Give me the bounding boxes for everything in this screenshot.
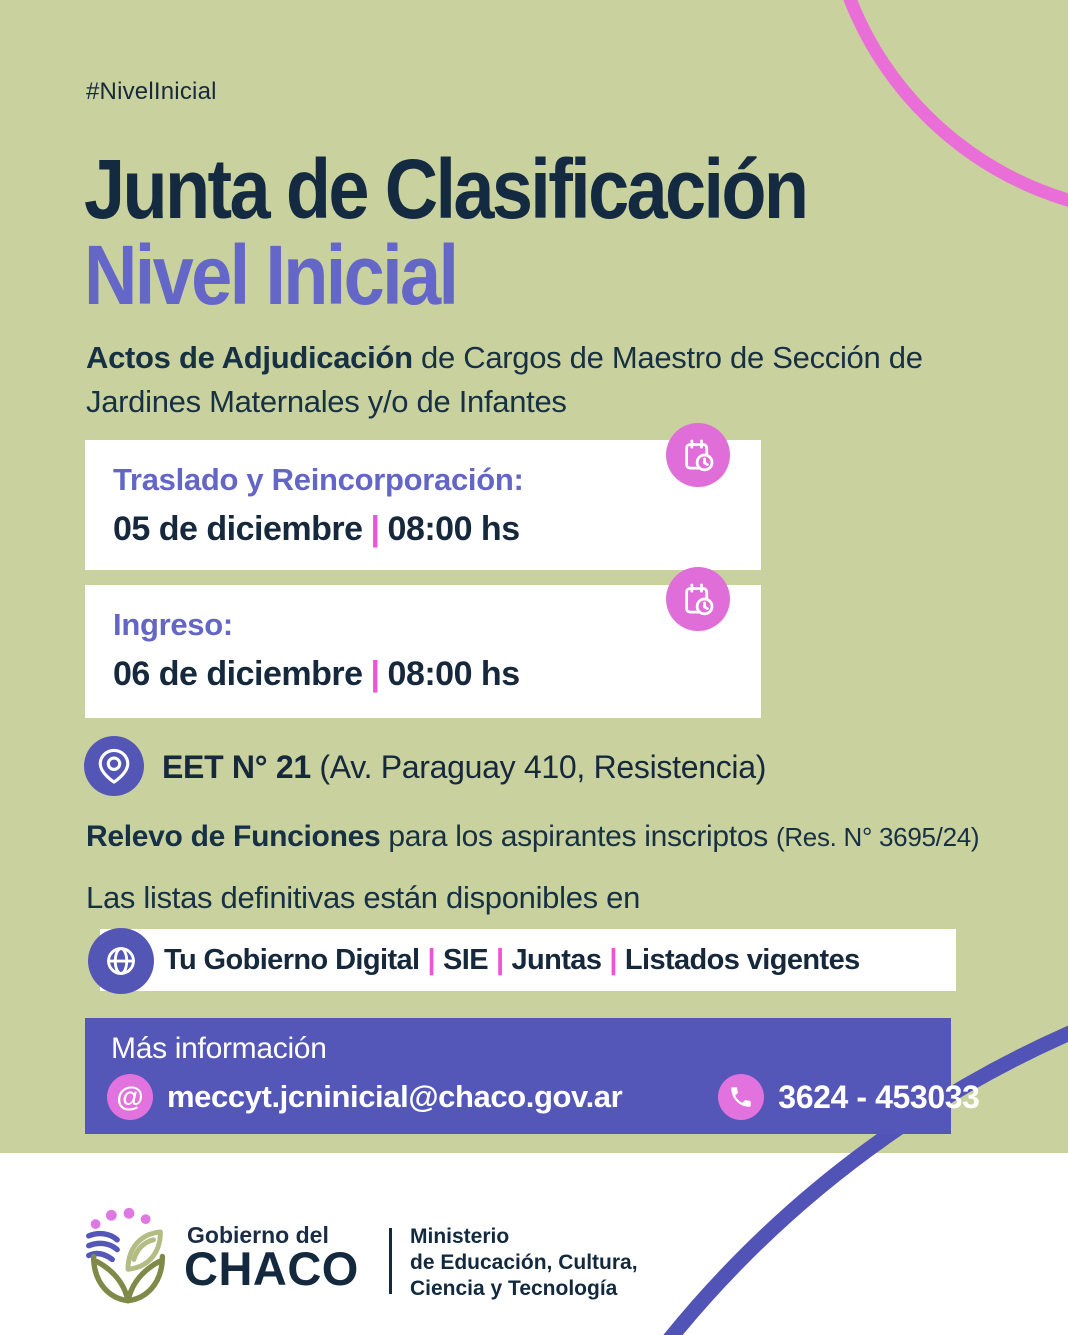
contact-heading: Más información [111,1032,327,1065]
ministry-line: Ministerio [410,1225,510,1248]
map-pin-icon [84,736,144,796]
event-date: 05 de diciembre [113,510,363,548]
separator-pipe: | [495,943,504,976]
event-card-traslado [85,440,761,570]
location-name: EET N° 21 [162,749,311,785]
event-label: Traslado y Reincorporación: [113,462,524,497]
ministry-line: de Educación, Cultura, [410,1251,638,1274]
ministry-line: Ciencia y Tecnología [410,1277,618,1300]
page-title [84,142,905,322]
phone-icon [718,1074,764,1120]
portal-item: SIE [443,943,488,976]
relevo-bold: Relevo de Funciones [86,820,381,853]
chaco-government-logo [74,1196,182,1316]
chaco-wordmark: CHACO [184,1242,359,1295]
portal-bar [100,929,956,991]
portal-item: Listados vigentes [624,943,860,976]
intro-paragraph [86,336,926,424]
event-time: 08:00 hs [387,655,520,693]
event-datetime [113,655,520,694]
intro-rest: de Cargos de Maestro de Sección de Jardines Maternales y/o de Infantes [86,340,923,419]
portal-item: Tu Gobierno Digital [164,943,420,976]
ministry-name [410,1224,638,1302]
event-date: 06 de diciembre [113,655,363,693]
at-glyph: @ [116,1081,144,1112]
intro-bold: Actos de Adjudicación [86,340,413,375]
email-icon [107,1074,153,1120]
relevo-resolution-note: (Res. N° 3695/24) [775,822,980,852]
portal-breadcrumb [164,929,860,991]
calendar-clock-icon [666,423,730,487]
event-card-ingreso [85,585,761,718]
event-label: Ingreso: [113,607,233,642]
event-datetime [113,510,520,549]
relevo-rest: para los aspirantes inscriptos [380,820,776,853]
separator-pipe: | [609,943,617,976]
separator-pipe: | [427,943,436,976]
contact-phone: 3624 - 453033 [778,1078,980,1115]
separator-pipe: | [370,655,380,693]
calendar-clock-icon [666,567,730,631]
separator-pipe: | [370,510,380,548]
location-address: (Av. Paraguay 410, Resistencia) [310,749,767,785]
location-text [162,749,766,786]
listas-line: Las listas definitivas están disponibles en [86,880,641,915]
contact-row [107,1074,980,1120]
title-line-1: Junta de Clasificación [84,142,807,236]
hashtag: #NivelInicial [86,78,217,105]
event-time: 08:00 hs [387,510,520,548]
gobierno-del-label: Gobierno del [187,1222,329,1248]
contact-email: meccyt.jcninicial@chaco.gov.ar [167,1079,623,1114]
globe-icon [88,928,154,994]
contact-banner [85,1018,980,1134]
footer-divider [389,1228,392,1294]
portal-item: Juntas [511,943,602,976]
relevo-line [86,820,979,854]
title-line-2: Nivel Inicial [84,228,457,322]
